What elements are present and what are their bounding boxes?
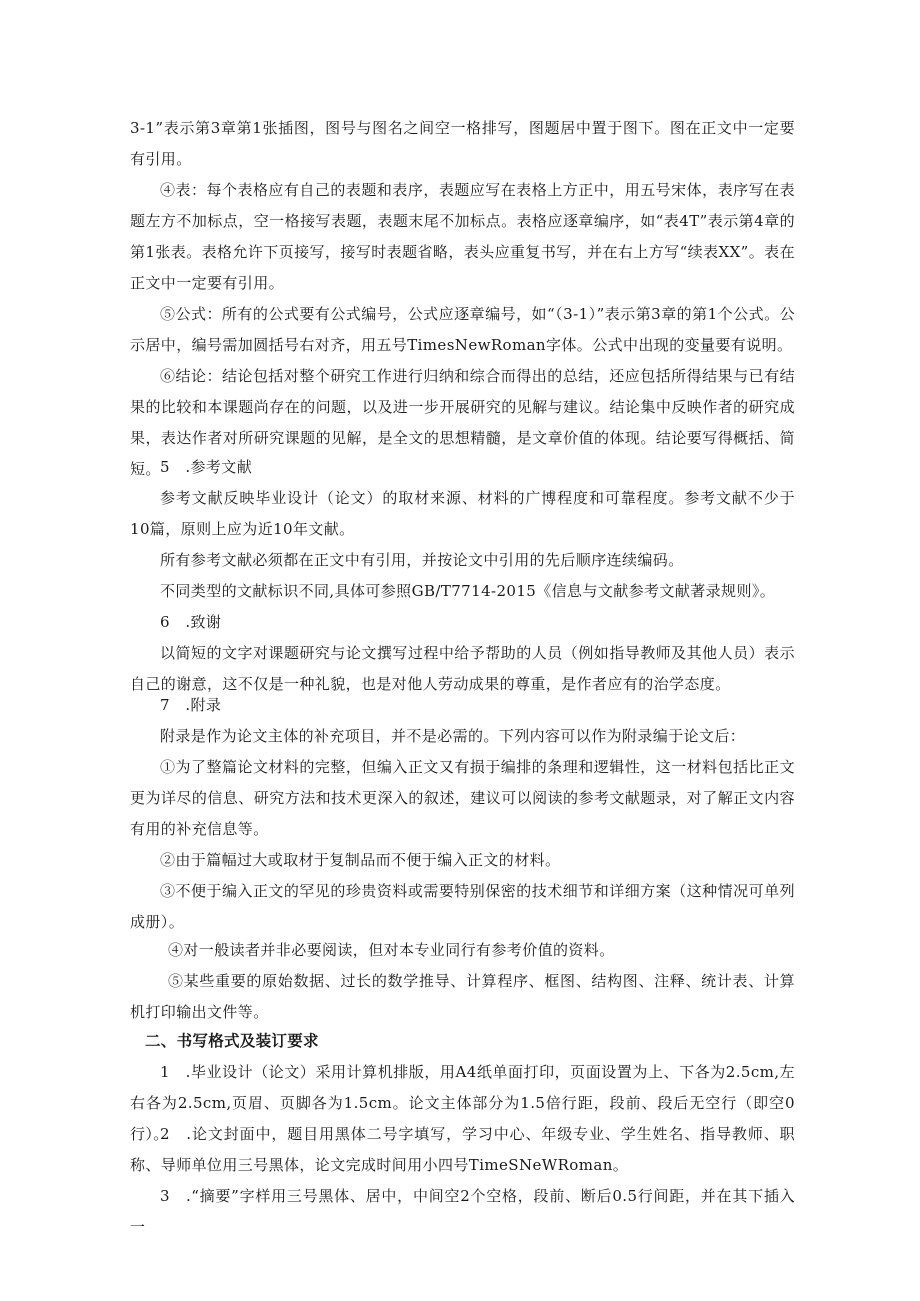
paragraph-conclusion-rules: ⑥结论：结论包括对整个研究工作进行归纳和综合而得出的总结，还应包括所得结果与已有结果的比较和本课题尚存在的问题，以及进一步开展研究的见解与建议。结论集中反映作者的研究成果，表达作者对所研究课题的见解，是全文的思想精髓，是文章价值的体现。结论要写得概括、简短。 [130, 367, 795, 478]
section-heading-format: 二、书写格式及装订要求 [145, 1032, 319, 1050]
heading-appendix: 7 .附录 [160, 696, 222, 714]
paragraph-references-1: 参考文献反映毕业设计（论文）的取材来源、材料的广博程度和可靠程度。参考文献不少于10篇，原则上应为近10年文献。 [130, 489, 795, 538]
paragraph-format-3: 3 .“摘要”字样用三号黑体、居中，中间空2个空格，段前、断后0.5行间距，并在其下插入一 [130, 1187, 795, 1236]
heading-references: 5 .参考文献 [160, 458, 253, 476]
paragraph-appendix-intro: 附录是作为论文主体的补充项目，并不是必需的。下列内容可以作为附录编于论文后： [160, 727, 746, 745]
paragraph-format-2: 2 .论文封面中，题目用黑体二号字填写，学习中心、年级专业、学生姓名、指导教师、职称、导师单位用三号黑体，论文完成时间用小四号TimeSNeWRoman。 [130, 1125, 795, 1174]
paragraph-table-rules: ④表：每个表格应有自己的表题和表序，表题应写在表格上方正中，用五号宋体，表序写在表题左方不加标点，空一格接写表题，表题末尾不加标点。表格应逐章编序，如“表4T”表示第4章的第1张表。表格允许下页接写，接写时表题省略，表头应重复书写，并在右上方写“续表XX”。表在正文中一定要有引用。 [130, 181, 795, 292]
paragraph-appendix-item-4: ④对一般读者并非必要阅读，但对本专业同行有参考价值的资料。 [168, 941, 615, 959]
paragraph-figure-end: 3-1”表示第3章第1张插图，图号与图名之间空一格排写，图题居中置于图下。图在正文中一定要有引用。 [130, 119, 795, 168]
paragraph-appendix-item-3: ③不便于编入正文的罕见的珍贵资料或需要特别保密的技术细节和详细方案（这种情况可单列成册）。 [130, 882, 795, 931]
paragraph-formula-rules: ⑤公式：所有的公式要有公式编号，公式应逐章编号，如“（3-1）”表示第3章的第1个公式。公示居中，编号需加圆括号右对齐，用五号TimesNewRoman字体。公式中出现的变量要有说明。 [130, 305, 795, 354]
paragraph-appendix-item-2: ②由于篇幅过大或取材于复制品而不便于编入正文的材料。 [160, 851, 561, 869]
paragraph-appendix-item-5: ⑤某些重要的原始数据、过长的数学推导、计算程序、框图、结构图、注释、统计表、计算机打印输出文件等。 [130, 972, 795, 1021]
paragraph-references-3: 不同类型的文献标识不同,具体可参照GB/T7714-2015《信息与文献参考文献著录规则》。 [160, 582, 776, 600]
heading-acknowledgements: 6 .致谢 [160, 613, 222, 631]
paragraph-references-2: 所有参考文献必须都在正文中有引用，并按论文中引用的先后顺序连续编码。 [160, 551, 684, 569]
paragraph-format-1: 1 .毕业设计（论文）采用计算机排版，用A4纸单面打印，页面设置为上、下各为2.5cm,左右各为2.5cm,页眉、页脚各为1.5cm。论文主体部分为1.5倍行距，段前、段后无空行（即空0行）。 [130, 1063, 795, 1143]
paragraph-acknowledgements: 以简短的文字对课题研究与论文撰写过程中给予帮助的人员（例如指导教师及其他人员）表示自己的谢意，这不仅是一种礼貌，也是对他人劳动成果的尊重，是作者应有的治学态度。 [130, 644, 795, 693]
paragraph-appendix-item-1: ①为了整篇论文材料的完整，但编入正文又有损于编排的条理和逻辑性，这一材料包括比正文更为详尽的信息、研究方法和技术更深入的叙述，建议可以阅读的参考文献题录，对了解正文内容有用的补充信息等。 [130, 758, 795, 838]
